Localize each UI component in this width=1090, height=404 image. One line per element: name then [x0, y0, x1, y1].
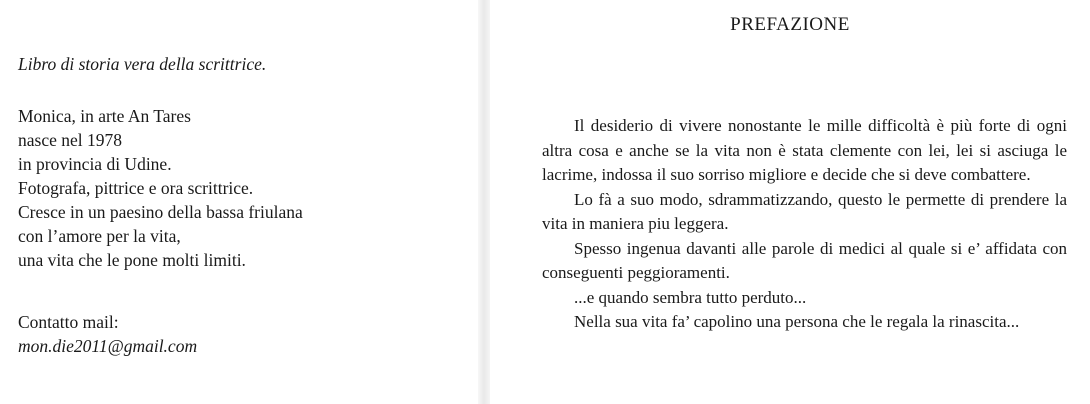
bio-line: Cresce in un paesino della bassa friulana	[18, 202, 303, 222]
author-bio	[18, 104, 303, 272]
preface-paragraph: Il desiderio di vivere nonostante le mille difficoltà è più forte di ogni altra cosa e anche se la vita non è stata clemente con lei, lei si asciuga le lacrime, indossa il suo sorriso migliore e decide che si deve combattere.	[542, 116, 1067, 184]
bio-line: Monica, in arte An Tares	[18, 106, 191, 126]
bio-line: in provincia di Udine.	[18, 154, 172, 174]
bio-line: con l’amore per la vita,	[18, 226, 181, 246]
preface-body	[542, 114, 1067, 335]
book-subtitle: Libro di storia vera della scrittrice.	[18, 54, 267, 74]
right-page	[490, 0, 1090, 404]
contact-block	[18, 310, 197, 358]
preface-paragraph: Spesso ingenua davanti alle parole di medici al quale si e’ affidata con conseguenti peggioramenti.	[542, 238, 1067, 282]
contact-email: mon.die2011@gmail.com	[18, 336, 198, 356]
bio-line: Fotografa, pittrice e ora scrittrice.	[18, 178, 254, 198]
preface-paragraph: ...e quando sembra tutto perduto...	[574, 287, 807, 307]
contact-label: Contatto mail:	[18, 312, 119, 332]
preface-paragraph: Lo fà a suo modo, sdrammatizzando, questo le permette di prendere la vita in maniera piu leggera.	[542, 189, 1067, 233]
book-gutter	[478, 0, 490, 404]
preface-title: PREFAZIONE	[730, 14, 850, 35]
preface-paragraph: Nella sua vita fa’ capolino una persona che le regala la rinascita...	[574, 312, 1020, 331]
bio-line: una vita che le pone molti limiti.	[18, 250, 246, 270]
bio-line: nasce nel 1978	[18, 130, 122, 150]
left-page	[0, 0, 478, 404]
